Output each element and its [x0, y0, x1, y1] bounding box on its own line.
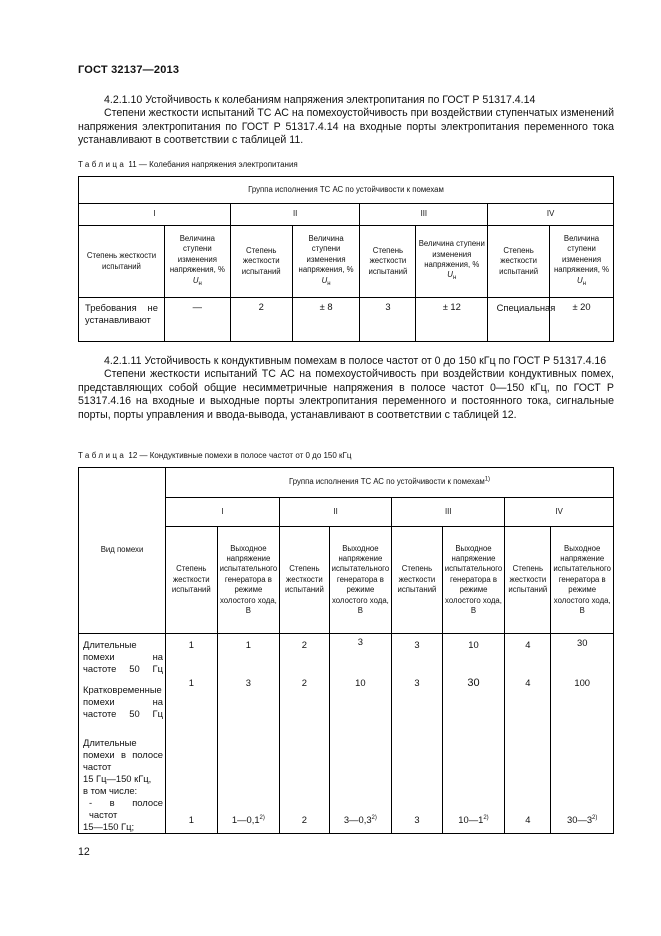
caption-label: Таблица — [78, 160, 127, 169]
col-value: Величина ступени изменения напряжения, % $U_н$ — [292, 226, 360, 298]
col-degree: Степень жесткости испытаний — [230, 226, 292, 298]
group-I: I — [79, 204, 231, 226]
group-II: II — [230, 204, 360, 226]
col-degree: Степень жесткости испытаний — [392, 527, 443, 634]
group-IV: IV — [488, 204, 614, 226]
col-output: Выходное напряжение испытательного генератора в режиме холостого хода, В — [217, 527, 280, 634]
col-kind: Вид помехи — [79, 468, 166, 634]
caption-label: Таблица — [78, 451, 127, 460]
data-col-output-III: 10 30 10—1$^{2)}$ — [442, 634, 505, 834]
kind-short-50hz: Кратковременные помехи на частоте 50 Гц — [83, 684, 163, 719]
document-header: ГОСТ 32137—2013 — [78, 64, 180, 76]
caption-text: 12 — Кондуктивные помехи в полосе частот от 0 до 150 кГц — [128, 451, 352, 460]
col-output: Выходное напряжение испытательного генератора в режиме холостого хода, В — [329, 527, 392, 634]
table-cell: ± 12 — [416, 298, 488, 342]
caption-text: 11 — Колебания напряжения электропитания — [128, 160, 298, 169]
col-degree: Степень жесткости испытаний — [165, 527, 217, 634]
table-cell: ± 8 — [292, 298, 360, 342]
group-header: Группа исполнения ТС АС по устойчивости к помехам$^{1)}$ — [165, 468, 613, 498]
table-cell: ± 20 — [550, 298, 614, 342]
cell-requirements: Требования не устанавливают — [79, 298, 165, 342]
data-col-degree-I: 1 1 1 — [165, 634, 217, 834]
kind-column — [79, 634, 166, 834]
col-value: Величина ступени изменения напряжения, % $U_н$ — [164, 226, 230, 298]
data-col-output-I: 1 3 1—0,1$^{2)}$ — [217, 634, 280, 834]
page-number: 12 — [78, 846, 90, 858]
table-cell: 2 — [230, 298, 292, 342]
table-cell: — — [164, 298, 230, 342]
table-cell: 3 — [360, 298, 416, 342]
table-12-caption — [78, 451, 351, 460]
col-degree: Степень жесткости испытаний — [488, 226, 550, 298]
col-value: Величина ступени изменения напряжения, % $U_н$ — [550, 226, 614, 298]
section-title: 4.2.1.11 Устойчивость к кондуктивным помехам в полосе частот от 0 до 150 кГц по ГОСТ Р 51317.4.16 — [104, 355, 607, 367]
table-cell: Специальная — [488, 298, 550, 342]
group-I: I — [165, 498, 279, 527]
section-4-2-1-10 — [78, 94, 614, 148]
data-col-degree-IV: 4 4 4 — [505, 634, 551, 834]
group-IV: IV — [505, 498, 614, 527]
table-12 — [78, 467, 614, 834]
col-value: Величина ступени изменения напряжения, % $U_н$ — [416, 226, 488, 298]
col-output: Выходное напряжение испытательного генератора в режиме холостого хода, В — [551, 527, 614, 634]
section-4-2-1-11 — [78, 355, 614, 422]
group-II: II — [280, 498, 392, 527]
data-col-output-IV: 30 100 30—3$^{2)}$ — [551, 634, 614, 834]
group-III: III — [360, 204, 488, 226]
section-text: Степени жесткости испытаний ТС АС на помехоустойчивость при воздействии кондуктивных помех, представляющих собой общие несимметричные напряжения в полосе частот 0—150 кГц, по ГОСТ Р 51317.4.16 на входные и выходные порты электропитания переменного и постоянного тока, сигнальные порты, порты управления и ввода-вывода, устанавливают в соответствии с таблицей 12. — [78, 368, 614, 421]
table-11 — [78, 176, 614, 342]
data-col-degree-II: 2 2 2 — [280, 634, 329, 834]
kind-long-band: Длительные помехи в полосе частот 15 Гц—150 кГц, в том числе: - в полосе частот 15—150 Гц; — [83, 737, 163, 832]
col-degree: Степень жесткости испытаний — [505, 527, 551, 634]
section-text: Степени жесткости испытаний ТС АС на помехоустойчивость при воздействии ступенчатых изменений напряжения электропитания по ГОСТ Р 51317.4.14 на входные порты электропитания переменного тока устанавливают в соответствии с таблицей 11. — [78, 107, 614, 147]
col-degree: Степень жесткости испытаний — [360, 226, 416, 298]
table-11-caption — [78, 160, 298, 169]
data-col-degree-III: 3 3 3 — [392, 634, 443, 834]
col-degree: Степень жесткости испытаний — [79, 226, 165, 298]
col-degree: Степень жесткости испытаний — [280, 527, 329, 634]
group-III: III — [392, 498, 505, 527]
section-title: 4.2.1.10 Устойчивость к колебаниям напряжения электропитания по ГОСТ Р 51317.4.14 — [104, 94, 536, 106]
kind-long-50hz: Длительные помехи на частоте 50 Гц — [83, 639, 163, 674]
col-output: Выходное напряжение испытательного генератора в режиме холостого хода, В — [442, 527, 505, 634]
data-col-output-II: 3 10 3—0,3$^{2)}$ — [329, 634, 392, 834]
group-header: Группа исполнения ТС АС по устойчивости к помехам — [79, 177, 614, 204]
